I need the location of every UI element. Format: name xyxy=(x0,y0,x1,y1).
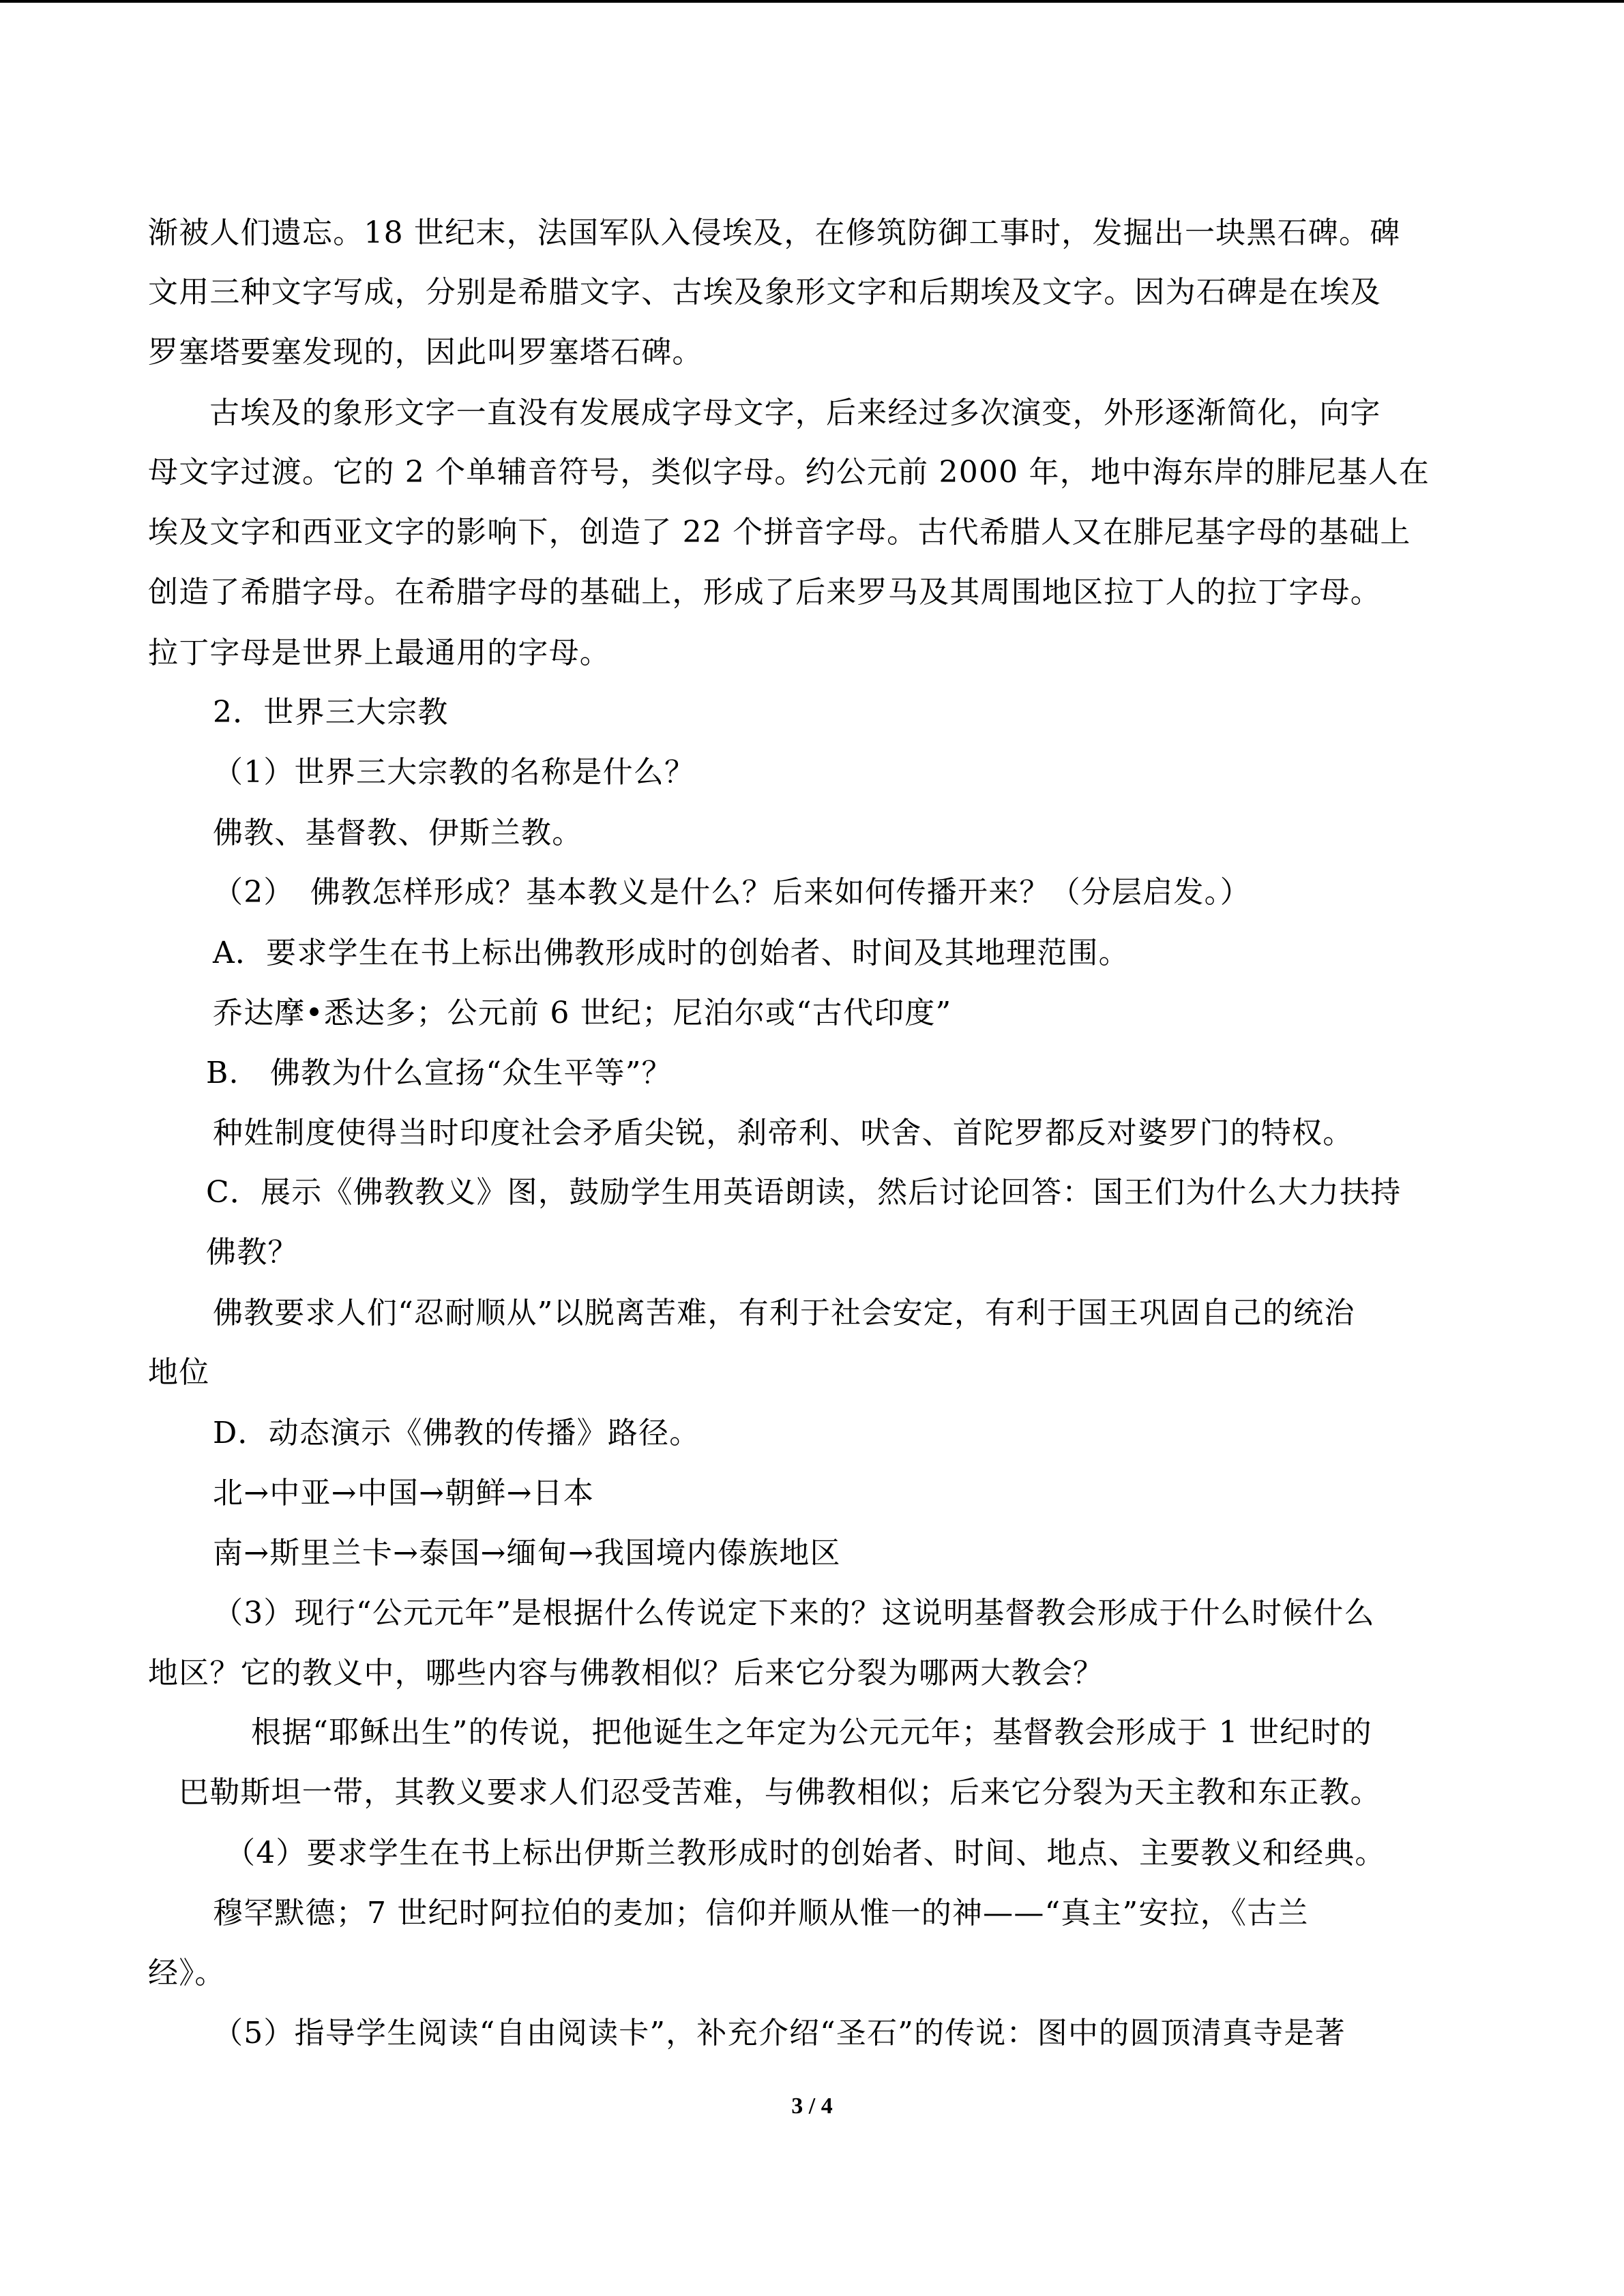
page-number: 3 / 4 xyxy=(791,2093,833,2119)
text-line: B. 佛教为什么宣扬“众生平等”？ xyxy=(206,1056,673,1090)
text-line: C．展示《佛教教义》图，鼓励学生用英语朗读，然后讨论回答：国王们为什么大力扶持 xyxy=(206,1175,1402,1210)
text-line: 经》。 xyxy=(148,1956,226,1991)
text-line: 文用三种文字写成，分别是希腊文字、古埃及象形文字和后期埃及文字。因为石碑是在埃及 xyxy=(148,275,1381,310)
question-heading: （1）世界三大宗教的名称是什么？ xyxy=(213,755,696,790)
text-line: 佛教、基督教、伊斯兰教。 xyxy=(213,816,583,850)
text-line: 佛教？ xyxy=(206,1235,299,1270)
text-line: 地区？它的教义中，哪些内容与佛教相似？后来它分裂为哪两大教会？ xyxy=(148,1656,1104,1690)
question-heading: （2） 佛教怎样形成？基本教义是什么？后来如何传播开来？（分层启发。） xyxy=(213,875,1251,910)
text-line: 地位 xyxy=(148,1355,210,1390)
text-line: 创造了希腊字母。在希腊字母的基础上，形成了后来罗马及其周围地区拉丁人的拉丁字母。 xyxy=(148,575,1381,610)
text-line: 古埃及的象形文字一直没有发展成字母文字，后来经过多次演变，外形逐渐简化，向字 xyxy=(209,396,1381,430)
text-line: 乔达摩•悉达多；公元前 6 世纪；尼泊尔或“古代印度” xyxy=(213,996,952,1030)
text-line: 罗塞塔要塞发现的，因此叫罗塞塔石碑。 xyxy=(148,335,703,370)
question-heading: （5）指导学生阅读“自由阅读卡”，补充介绍“圣石”的传说：图中的圆顶清真寺是著 xyxy=(213,2016,1346,2051)
text-line: 巴勒斯坦一带，其教义要求人们忍受苦难，与佛教相似；后来它分裂为天主教和东正教。 xyxy=(179,1775,1381,1810)
text-line: 穆罕默德；7 世纪时阿拉伯的麦加；信仰并顺从惟一的神——“真主”安拉，《古兰 xyxy=(213,1896,1309,1930)
question-heading: （3）现行“公元元年”是根据什么传说定下来的？这说明基督教会形成于什么时候什么 xyxy=(213,1596,1375,1630)
section-heading: 2．世界三大宗教 xyxy=(213,695,449,730)
text-line: 北→中亚→中国→朝鲜→日本 xyxy=(213,1476,595,1510)
text-line: A．要求学生在书上标出佛教形成时的创始者、时间及其地理范围。 xyxy=(213,936,1130,970)
text-line: 拉丁字母是世界上最通用的字母。 xyxy=(148,636,610,670)
question-heading: （4）要求学生在书上标出伊斯兰教形成时的创始者、时间、地点、主要教义和经典。 xyxy=(225,1836,1386,1870)
text-line: 母文字过渡。它的 2 个单辅音符号，类似字母。约公元前 2000 年，地中海东岸的腓尼基人在 xyxy=(148,455,1430,490)
text-line: 南→斯里兰卡→泰国→缅甸→我国境内傣族地区 xyxy=(213,1536,841,1570)
text-line: 种姓制度使得当时印度社会矛盾尖锐，刹帝利、吠舍、首陀罗都反对婆罗门的特权。 xyxy=(213,1116,1354,1150)
text-line: 佛教要求人们“忍耐顺从”以脱离苦难，有利于社会安定，有利于国王巩固自己的统治 xyxy=(213,1296,1355,1330)
text-line: 根据“耶稣出生”的传说，把他诞生之年定为公元元年；基督教会形成于 1 世纪时的 xyxy=(251,1715,1372,1750)
text-line: 埃及文字和西亚文字的影响下，创造了 22 个拼音字母。古代希腊人又在腓尼基字母的基础上 xyxy=(148,515,1411,550)
text-line: 渐被人们遗忘。18 世纪末，法国军队入侵埃及，在修筑防御工事时，发掘出一块黑石碑。碑 xyxy=(148,215,1401,250)
text-line: D．动态演示《佛教的传播》路径。 xyxy=(213,1416,700,1450)
